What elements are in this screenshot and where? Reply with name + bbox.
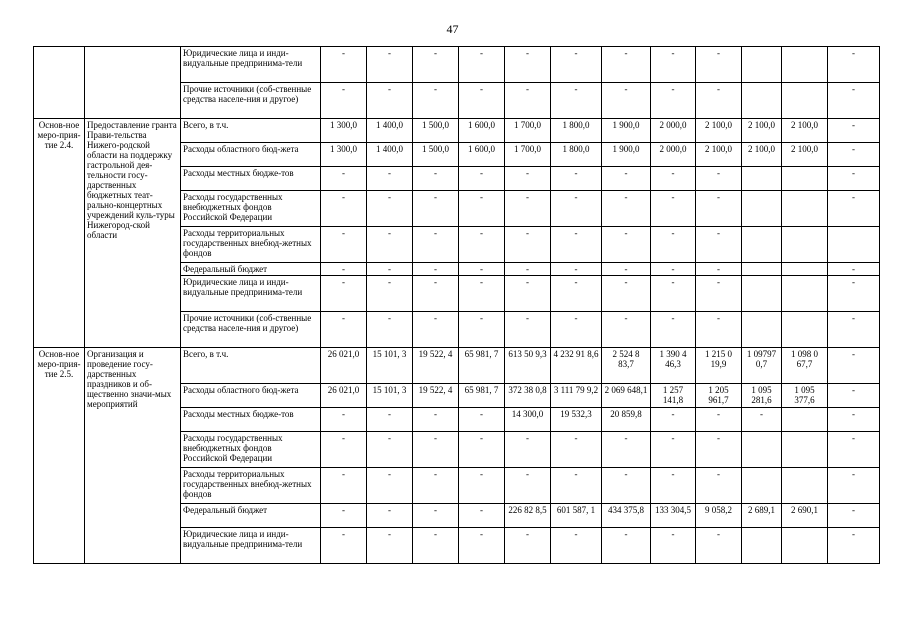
value-cell: -: [696, 83, 742, 119]
value-cell: 1 400,0: [367, 143, 413, 167]
value-cell: -: [505, 263, 551, 276]
value-cell: -: [828, 312, 880, 348]
value-cell: -: [413, 312, 459, 348]
value-cell: -: [551, 227, 602, 263]
value-cell: -: [505, 227, 551, 263]
value-cell: 26 021,0: [321, 384, 367, 408]
value-cell: -: [413, 276, 459, 312]
value-cell: -: [651, 227, 696, 263]
value-cell: [742, 432, 782, 468]
value-cell: -: [321, 276, 367, 312]
value-cell: -: [321, 408, 367, 432]
value-cell: -: [321, 263, 367, 276]
value-cell: -: [367, 47, 413, 83]
value-cell: -: [551, 167, 602, 191]
value-cell: -: [413, 227, 459, 263]
value-cell: 2 690,1: [782, 504, 828, 528]
funding-source-cell: Всего, в т.ч.: [181, 348, 321, 384]
value-cell: 434 375,8: [602, 504, 651, 528]
value-cell: [782, 408, 828, 432]
table-row: [34, 348, 880, 384]
value-cell: -: [413, 191, 459, 227]
value-cell: -: [505, 312, 551, 348]
value-cell: -: [696, 227, 742, 263]
value-cell: -: [413, 528, 459, 564]
value-cell: -: [321, 227, 367, 263]
value-cell: -: [828, 348, 880, 384]
value-cell: [782, 276, 828, 312]
value-cell: [742, 468, 782, 504]
value-cell: -: [367, 276, 413, 312]
value-cell: -: [551, 191, 602, 227]
value-cell: -: [367, 263, 413, 276]
value-cell: -: [321, 468, 367, 504]
value-cell: -: [505, 276, 551, 312]
value-cell: 372 38 0,8: [505, 384, 551, 408]
value-cell: -: [602, 47, 651, 83]
value-cell: 14 300,0: [505, 408, 551, 432]
value-cell: 26 021,0: [321, 348, 367, 384]
value-cell: -: [367, 167, 413, 191]
value-cell: -: [321, 432, 367, 468]
value-cell: 1 600,0: [459, 119, 505, 143]
value-cell: -: [602, 191, 651, 227]
value-cell: -: [413, 263, 459, 276]
budget-table: [33, 46, 880, 564]
value-cell: -: [696, 191, 742, 227]
funding-source-cell: Прочие источники (соб-ственные средства населе-ния и другое): [181, 83, 321, 119]
value-cell: 1 700,0: [505, 119, 551, 143]
value-cell: -: [367, 432, 413, 468]
value-cell: 19 522, 4: [413, 348, 459, 384]
value-cell: -: [367, 312, 413, 348]
funding-source-cell: Расходы местных бюдже-тов: [181, 167, 321, 191]
value-cell: 1 098 0 67,7: [782, 348, 828, 384]
value-cell: 2 100,0: [742, 143, 782, 167]
value-cell: 2 069 648,1: [602, 384, 651, 408]
value-cell: -: [651, 312, 696, 348]
value-cell: -: [828, 276, 880, 312]
value-cell: 1 800,0: [551, 119, 602, 143]
funding-source-cell: Юридические лица и инди-видуальные предпринима-тели: [181, 276, 321, 312]
value-cell: 2 100,0: [696, 143, 742, 167]
value-cell: -: [551, 276, 602, 312]
value-cell: -: [321, 312, 367, 348]
value-cell: 1 900,0: [602, 119, 651, 143]
value-cell: 2 689,1: [742, 504, 782, 528]
value-cell: 1 400,0: [367, 119, 413, 143]
value-cell: -: [551, 312, 602, 348]
value-cell: 3 111 79 9,2: [551, 384, 602, 408]
value-cell: [742, 312, 782, 348]
value-cell: -: [321, 83, 367, 119]
activity-label-cell: Основ-ное меро-прия-тие 2.5.: [34, 348, 85, 564]
value-cell: 613 50 9,3: [505, 348, 551, 384]
value-cell: -: [413, 47, 459, 83]
value-cell: [828, 227, 880, 263]
value-cell: 1 800,0: [551, 143, 602, 167]
value-cell: 9 058,2: [696, 504, 742, 528]
value-cell: [742, 227, 782, 263]
value-cell: -: [828, 143, 880, 167]
funding-source-cell: Федеральный бюджет: [181, 504, 321, 528]
value-cell: [782, 263, 828, 276]
value-cell: -: [651, 432, 696, 468]
value-cell: 601 587, 1: [551, 504, 602, 528]
value-cell: -: [602, 83, 651, 119]
value-cell: [742, 276, 782, 312]
value-cell: -: [696, 47, 742, 83]
value-cell: -: [459, 276, 505, 312]
funding-source-cell: Расходы областного бюд-жета: [181, 384, 321, 408]
value-cell: -: [651, 83, 696, 119]
value-cell: -: [459, 83, 505, 119]
funding-source-cell: Юридические лица и инди-видуальные предпринима-тели: [181, 528, 321, 564]
value-cell: -: [505, 47, 551, 83]
value-cell: -: [602, 468, 651, 504]
value-cell: [742, 83, 782, 119]
value-cell: 1 390 4 46,3: [651, 348, 696, 384]
value-cell: 133 304,5: [651, 504, 696, 528]
value-cell: -: [459, 528, 505, 564]
value-cell: -: [828, 432, 880, 468]
activity-label-cell: [34, 47, 85, 119]
value-cell: 1 300,0: [321, 143, 367, 167]
value-cell: -: [367, 227, 413, 263]
value-cell: -: [651, 408, 696, 432]
value-cell: 2 100,0: [696, 119, 742, 143]
value-cell: -: [696, 276, 742, 312]
value-cell: -: [651, 276, 696, 312]
value-cell: -: [459, 263, 505, 276]
value-cell: -: [696, 432, 742, 468]
value-cell: -: [321, 528, 367, 564]
funding-source-cell: Федеральный бюджет: [181, 263, 321, 276]
value-cell: -: [828, 384, 880, 408]
value-cell: -: [696, 312, 742, 348]
value-cell: [782, 432, 828, 468]
value-cell: 1 09797 0,7: [742, 348, 782, 384]
value-cell: -: [413, 468, 459, 504]
value-cell: -: [602, 167, 651, 191]
value-cell: -: [742, 408, 782, 432]
value-cell: 1 095 281,6: [742, 384, 782, 408]
value-cell: 19 522, 4: [413, 384, 459, 408]
value-cell: -: [459, 432, 505, 468]
funding-source-cell: Расходы местных бюдже-тов: [181, 408, 321, 432]
value-cell: -: [602, 227, 651, 263]
value-cell: -: [551, 83, 602, 119]
value-cell: 2 000,0: [651, 119, 696, 143]
value-cell: -: [459, 227, 505, 263]
value-cell: 1 500,0: [413, 143, 459, 167]
value-cell: -: [551, 47, 602, 83]
table-row: [34, 47, 880, 83]
value-cell: -: [828, 83, 880, 119]
value-cell: [782, 167, 828, 191]
value-cell: -: [505, 468, 551, 504]
table-body: [34, 47, 880, 564]
value-cell: -: [696, 468, 742, 504]
value-cell: -: [551, 263, 602, 276]
value-cell: -: [651, 468, 696, 504]
value-cell: 1 500,0: [413, 119, 459, 143]
value-cell: -: [367, 408, 413, 432]
value-cell: -: [602, 276, 651, 312]
value-cell: -: [828, 167, 880, 191]
value-cell: 2 524 8 83,7: [602, 348, 651, 384]
value-cell: 65 981, 7: [459, 348, 505, 384]
funding-source-cell: Прочие источники (соб-ственные средства населе-ния и другое): [181, 312, 321, 348]
value-cell: [742, 528, 782, 564]
value-cell: -: [651, 167, 696, 191]
value-cell: [742, 263, 782, 276]
funding-source-cell: Расходы областного бюд-жета: [181, 143, 321, 167]
value-cell: -: [413, 167, 459, 191]
activity-description-cell: Организация и проведение госу-дарственных праздников и об-щественно значи-мых мероприятий: [85, 348, 181, 564]
value-cell: -: [696, 408, 742, 432]
value-cell: 1 700,0: [505, 143, 551, 167]
value-cell: -: [551, 468, 602, 504]
value-cell: 20 859,8: [602, 408, 651, 432]
value-cell: -: [828, 408, 880, 432]
value-cell: -: [505, 528, 551, 564]
value-cell: -: [651, 528, 696, 564]
value-cell: 15 101, 3: [367, 384, 413, 408]
value-cell: -: [459, 47, 505, 83]
value-cell: -: [828, 47, 880, 83]
table-row: [34, 119, 880, 143]
funding-source-cell: Всего, в т.ч.: [181, 119, 321, 143]
value-cell: -: [828, 263, 880, 276]
value-cell: 1 205 961,7: [696, 384, 742, 408]
value-cell: -: [413, 408, 459, 432]
value-cell: -: [459, 312, 505, 348]
value-cell: -: [602, 263, 651, 276]
funding-source-cell: Юридические лица и инди-видуальные предпринима-тели: [181, 47, 321, 83]
value-cell: 15 101, 3: [367, 348, 413, 384]
activity-label-cell: Основ-ное меро-прия-тие 2.4.: [34, 119, 85, 348]
value-cell: -: [602, 432, 651, 468]
activity-description-cell: [85, 47, 181, 119]
value-cell: [742, 167, 782, 191]
funding-source-cell: Расходы государственных внебюджетных фондов Российской Федерации: [181, 432, 321, 468]
value-cell: -: [367, 191, 413, 227]
value-cell: -: [321, 47, 367, 83]
page-number: 47: [446, 22, 459, 36]
value-cell: -: [413, 432, 459, 468]
value-cell: -: [828, 504, 880, 528]
value-cell: 1 900,0: [602, 143, 651, 167]
value-cell: 1 600,0: [459, 143, 505, 167]
value-cell: [782, 312, 828, 348]
value-cell: 1 257 141,8: [651, 384, 696, 408]
value-cell: -: [413, 83, 459, 119]
value-cell: -: [413, 504, 459, 528]
value-cell: -: [459, 191, 505, 227]
value-cell: [782, 47, 828, 83]
activity-description-cell: Предоставление гранта Прави-тельства Нижего-родской области на поддержку гастрольной дея-тельности госу-дарственных бюджетных теат-рально-концертных учреждений куль-туры Нижегород-ской области: [85, 119, 181, 348]
value-cell: -: [505, 191, 551, 227]
funding-source-cell: Расходы территориальных государственных внебюд-жетных фондов: [181, 468, 321, 504]
value-cell: -: [828, 191, 880, 227]
value-cell: 1 095 377,6: [782, 384, 828, 408]
value-cell: [782, 83, 828, 119]
value-cell: 19 532,3: [551, 408, 602, 432]
value-cell: -: [551, 432, 602, 468]
value-cell: -: [367, 468, 413, 504]
value-cell: 4 232 91 8,6: [551, 348, 602, 384]
value-cell: -: [321, 167, 367, 191]
value-cell: [742, 191, 782, 227]
funding-source-cell: Расходы государственных внебюджетных фондов Российской Федерации: [181, 191, 321, 227]
value-cell: 2 100,0: [742, 119, 782, 143]
value-cell: -: [696, 167, 742, 191]
value-cell: -: [459, 468, 505, 504]
value-cell: 65 981, 7: [459, 384, 505, 408]
value-cell: -: [651, 191, 696, 227]
value-cell: [782, 468, 828, 504]
value-cell: -: [367, 83, 413, 119]
value-cell: 2 000,0: [651, 143, 696, 167]
value-cell: -: [828, 468, 880, 504]
value-cell: -: [828, 119, 880, 143]
value-cell: -: [505, 167, 551, 191]
value-cell: -: [367, 528, 413, 564]
funding-source-cell: Расходы территориальных государственных внебюд-жетных фондов: [181, 227, 321, 263]
value-cell: -: [505, 432, 551, 468]
value-cell: 226 82 8,5: [505, 504, 551, 528]
value-cell: [782, 227, 828, 263]
value-cell: 1 300,0: [321, 119, 367, 143]
value-cell: -: [602, 528, 651, 564]
value-cell: -: [367, 504, 413, 528]
value-cell: 1 215 0 19,9: [696, 348, 742, 384]
value-cell: -: [321, 504, 367, 528]
value-cell: -: [651, 263, 696, 276]
value-cell: -: [696, 263, 742, 276]
value-cell: 2 100,0: [782, 143, 828, 167]
value-cell: -: [602, 312, 651, 348]
value-cell: [782, 528, 828, 564]
value-cell: -: [828, 528, 880, 564]
value-cell: -: [459, 504, 505, 528]
value-cell: -: [651, 47, 696, 83]
value-cell: -: [459, 167, 505, 191]
value-cell: [742, 47, 782, 83]
value-cell: -: [696, 528, 742, 564]
value-cell: -: [551, 528, 602, 564]
value-cell: [782, 191, 828, 227]
value-cell: 2 100,0: [782, 119, 828, 143]
value-cell: -: [459, 408, 505, 432]
value-cell: -: [321, 191, 367, 227]
value-cell: -: [505, 83, 551, 119]
